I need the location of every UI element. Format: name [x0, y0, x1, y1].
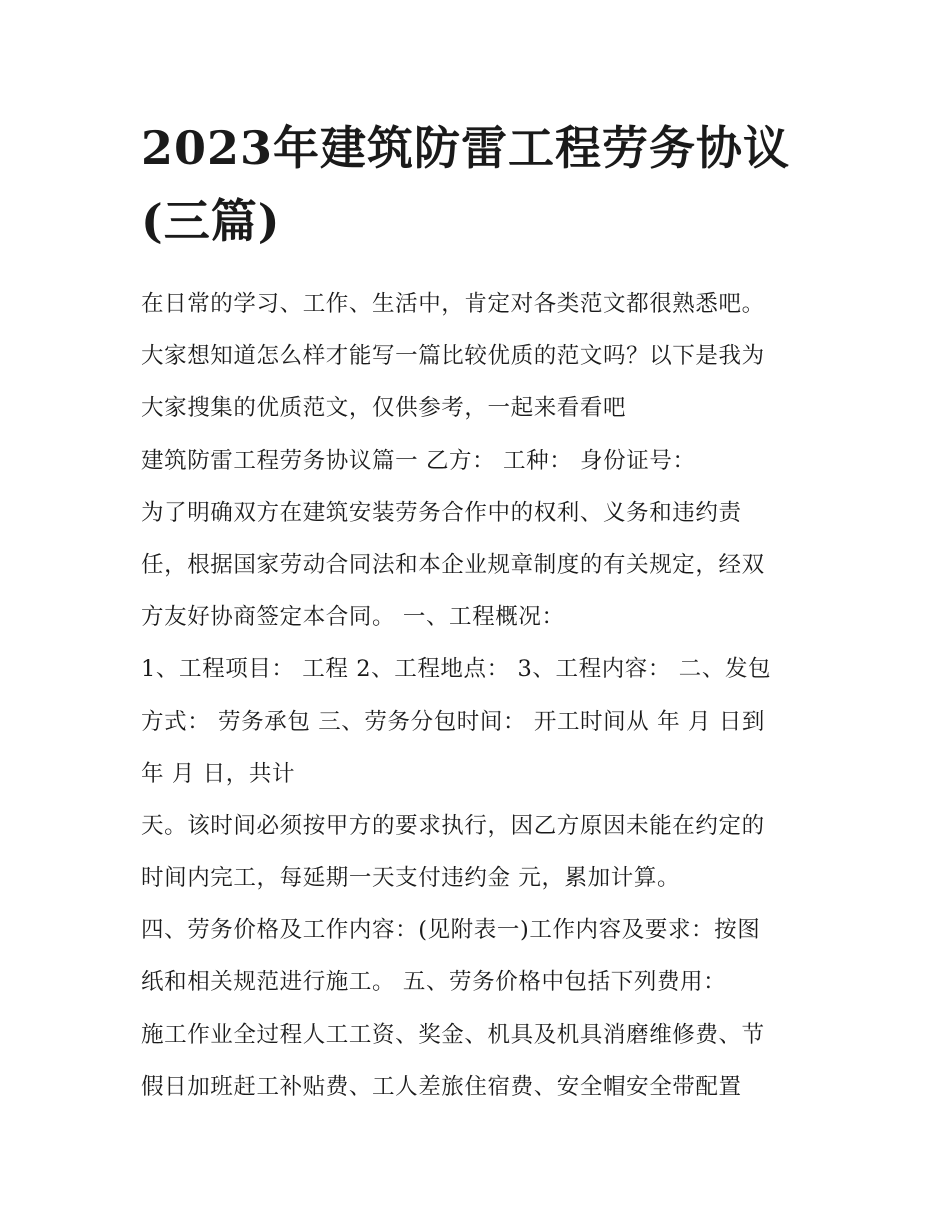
body-line: 时间内完工，每延期一天支付违约金 元，累加计算。: [141, 865, 681, 892]
body-line: 方式： 劳务承包 三、劳务分包时间： 开工时间从 年 月 日到: [141, 708, 766, 735]
body-line: 1、工程项目： 工程 2、工程地点： 3、工程内容： 二、发包: [141, 656, 772, 683]
body-line: 方友好协商签定本合同。 一、工程概况：: [141, 604, 565, 631]
title-line-2: (三篇): [141, 194, 281, 248]
body-line: 在日常的学习、工作、生活中，肯定对各类范文都很熟悉吧。: [141, 291, 765, 317]
body-line: 任，根据国家劳动合同法和本企业规章制度的有关规定，经双: [141, 551, 765, 578]
document-title: [141, 112, 821, 258]
body-line: 纸和相关规范进行施工。 五、劳务价格中包括下列费用：: [141, 969, 727, 996]
body-line: 年 月 日，共计: [141, 760, 296, 787]
body-line: 施工作业全过程人工工资、奖金、机具及机具消磨维修费、节: [141, 1021, 765, 1048]
body-line: 假日加班赶工补贴费、工人差旅住宿费、安全帽安全带配置: [141, 1073, 742, 1100]
body-line: 建筑防雷工程劳务协议篇一 乙方： 工种： 身份证号：: [141, 447, 696, 474]
body-line: 天。该时间必须按甲方的要求执行，因乙方原因未能在约定的: [141, 812, 765, 839]
document-body: [141, 278, 821, 1113]
body-line: 为了明确双方在建筑安装劳务合作中的权利、义务和违约责: [141, 499, 742, 526]
body-line: 四、劳务价格及工作内容：(见附表一)工作内容及要求：按图: [141, 917, 761, 944]
title-line-1: 2023年建筑防雷工程劳务协议: [141, 121, 791, 175]
body-line: 大家搜集的优质范文，仅供参考，一起来看看吧: [141, 395, 627, 422]
body-line: 大家想知道怎么样才能写一篇比较优质的范文吗？以下是我为: [141, 343, 765, 370]
